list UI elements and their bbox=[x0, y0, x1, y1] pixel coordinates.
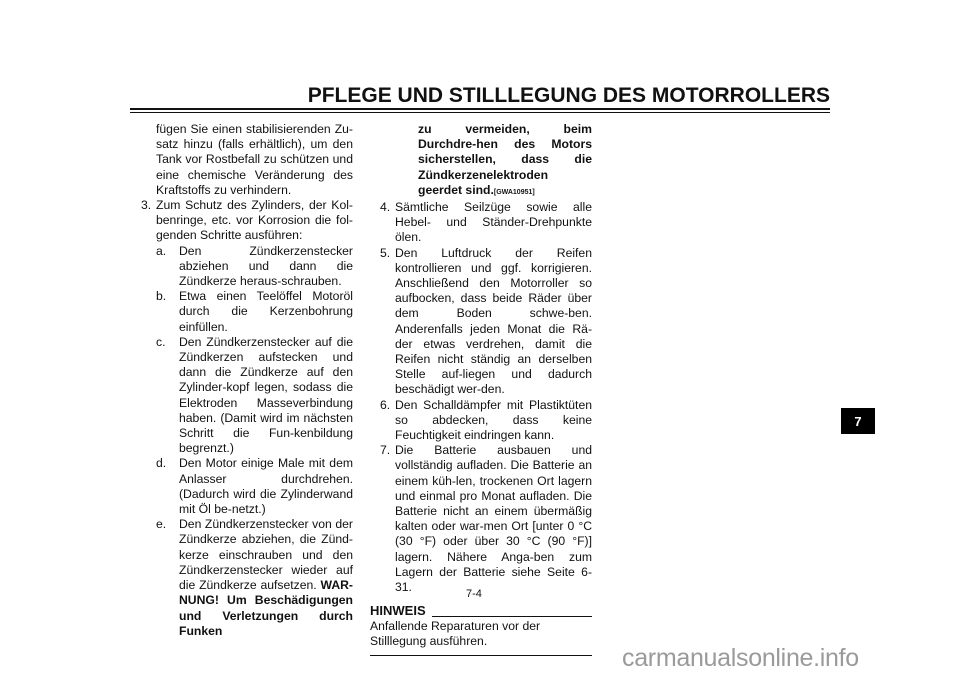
list-text: Den Schalldämpfer mit Plastiktüten so abdecken, dass keine Feuchtigkeit eindringen kann. bbox=[395, 397, 592, 443]
sub-label: e. bbox=[156, 517, 167, 532]
list-text: Zum Schutz des Zylinders, der Kol-benringe, etc. vor Korrosion die fol-genden Schritte ausführen: bbox=[156, 198, 353, 243]
sub-text: Den Motor einige Male mit dem Anlasser durchdrehen. (Dadurch wird die Zylinderwand mit Öl be-netzt.) bbox=[179, 456, 353, 517]
sub-item-b bbox=[131, 289, 353, 335]
header-rule-thin bbox=[130, 112, 830, 113]
note-heading-rule bbox=[432, 616, 592, 617]
sub-text: Den Zündkerzenstecker auf die Zündkerzen aufstecken und dann die Zündkerze auf den Zylinder-kopf legen, sodass die Elektroden Masseverbindung haben. (Damit wird im nächsten Schritt die Fun-kenbildung begrenzt.) bbox=[179, 334, 353, 456]
warning-continued bbox=[370, 122, 592, 200]
sub-text: Etwa einen Teelöffel Motoröl durch die Kerzenbohrung einfüllen. bbox=[179, 289, 353, 334]
warning-code: [GWA10951] bbox=[493, 188, 535, 196]
list-item-3 bbox=[131, 198, 353, 244]
list-number: 3. bbox=[141, 198, 152, 213]
note-heading bbox=[370, 603, 592, 618]
sub-label: b. bbox=[156, 289, 167, 304]
list-item-6 bbox=[370, 398, 592, 444]
sub-label: c. bbox=[156, 334, 166, 349]
list-text: Sämtliche Seilzüge sowie alle Hebel- und Ständer-Drehpunkte ölen. bbox=[395, 200, 592, 245]
chapter-tab: 7 bbox=[841, 408, 875, 434]
intro-paragraph: fügen Sie einen stabilisierenden Zu-satz hinzu (falls erhältlich), um den Tank vor Rostbefall zu schützen und eine chemische Veränderung des Kraftstoffs zu verhindern. bbox=[156, 122, 353, 197]
sub-text: Den Zündkerzenstecker abziehen und dann die Zündkerze heraus-schrauben. bbox=[179, 243, 353, 289]
list-item-4 bbox=[370, 200, 592, 246]
sub-item-d bbox=[131, 456, 353, 517]
header-rule-thick bbox=[130, 108, 830, 110]
list-text: Den Luftdruck der Reifen kontrollieren und ggf. korrigieren. Anschließend den Motorroller so aufbocken, dass beide Räder über dem Boden schwe-ben. Anderenfalls jeden Monat die Rä-der etwas verdrehen, damit die Reifen nicht ständig an derselben Stelle auf-liegen und dadurch beschädigt wer-den. bbox=[395, 245, 592, 397]
sub-item-c bbox=[131, 335, 353, 457]
sub-item-e bbox=[131, 517, 353, 639]
list-item-5 bbox=[370, 246, 592, 398]
note-title: HINWEIS bbox=[370, 603, 426, 619]
sub-label: d. bbox=[156, 456, 167, 471]
note-text: Anfallende Reparaturen vor der Stilllegung ausführen. bbox=[370, 619, 592, 656]
sub-label: a. bbox=[156, 243, 167, 258]
page-title: PFLEGE UND STILLLEGUNG DES MOTORROLLERS bbox=[307, 84, 830, 107]
warning-text-end: zu vermeiden, beim Durchdre-hen des Motors sicherstellen, dass die Zündkerzenelektroden geerdet sind. bbox=[418, 122, 592, 197]
right-column bbox=[370, 122, 592, 656]
list-number: 6. bbox=[380, 397, 391, 412]
list-number: 4. bbox=[380, 200, 391, 215]
list-item-7 bbox=[370, 443, 592, 595]
sub-item-a bbox=[131, 244, 353, 290]
list-text: Die Batterie ausbauen und vollständig aufladen. Die Batterie an einem küh-len, trockenen Ort lagern und einmal pro Monat aufladen. Die Batterie nicht an einem übermäßig kalten oder war-men Ort [unter 0 °C (30 °F) oder über 30 °C (90 °F)] lagern. Nähere Anga-ben zum Lagern der Batterie siehe Seite 6-31. bbox=[395, 443, 592, 595]
list-number: 7. bbox=[380, 443, 391, 458]
warning-text-start: WAR-NUNG! Um Beschädigungen und Verletzungen durch Funken bbox=[179, 578, 353, 638]
watermark: carmanualsonline.info bbox=[622, 644, 859, 672]
list-number: 5. bbox=[380, 245, 391, 260]
sub-text: Den Zündkerzenstecker von der Zündkerze abziehen, die Zünd-kerze einschrauben und den Zündkerzenstecker wieder auf die Zündkerze aufsetzen. bbox=[179, 517, 353, 593]
left-column bbox=[131, 122, 353, 639]
page-number: 7-4 bbox=[466, 588, 482, 600]
